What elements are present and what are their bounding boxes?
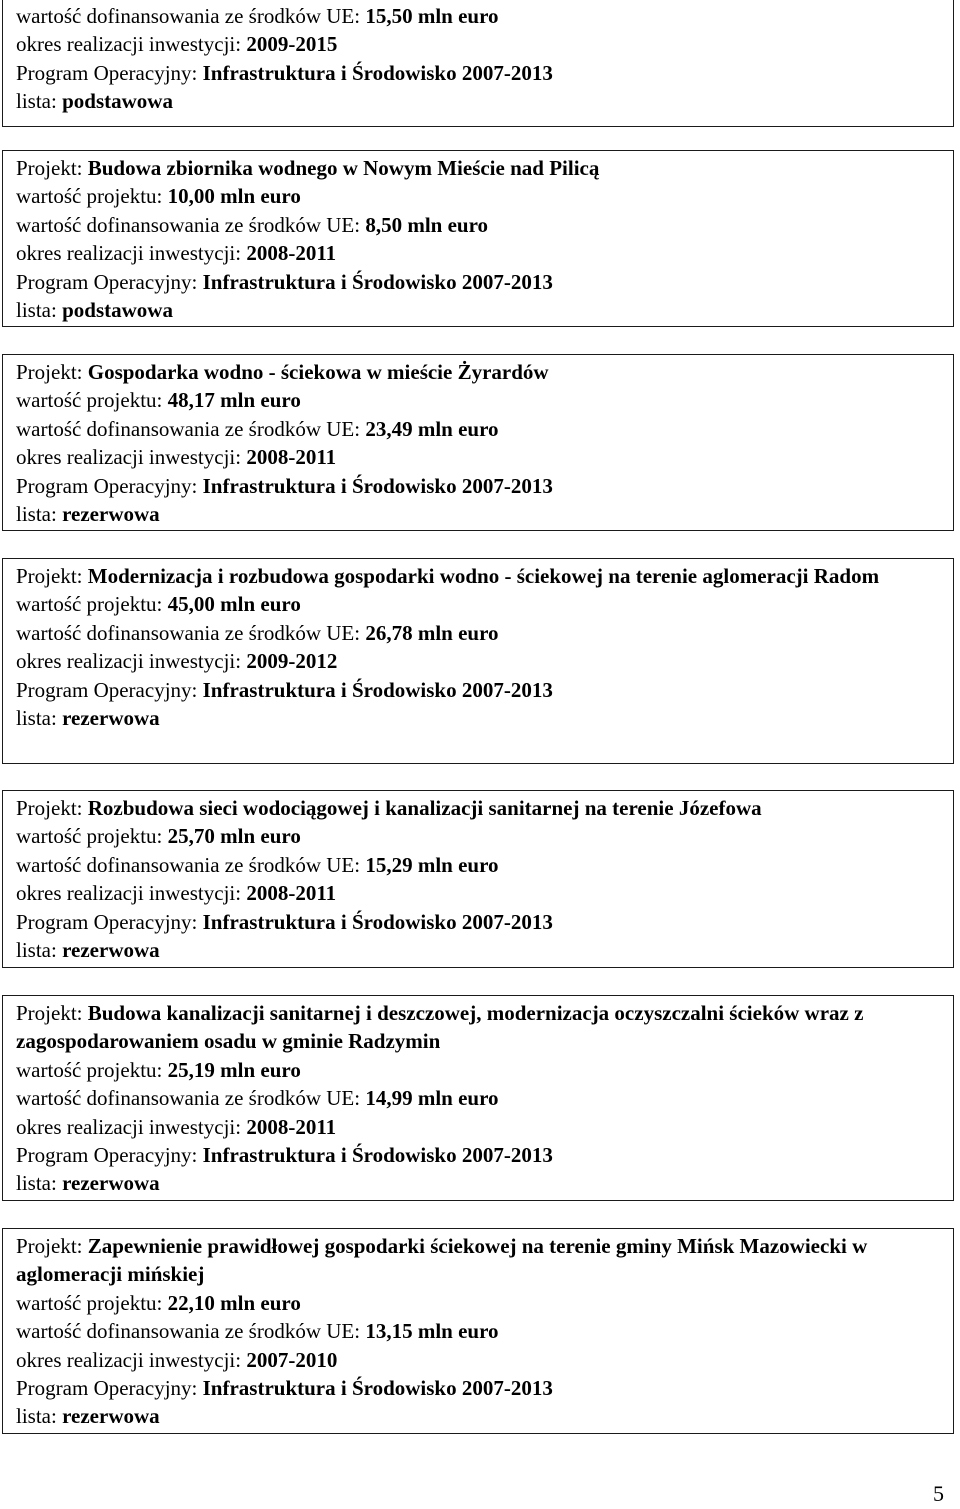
period-line: okres realizacji inwestycji: 2008-2011: [16, 445, 337, 470]
project-name-line: Projekt: Budowa kanalizacji sanitarnej i deszczowej, modernizacja oczyszczalni ścieków wraz z zagospodarowaniem osadu w gminie Radzymin: [16, 1001, 864, 1054]
program-line: Program Operacyjny: Infrastruktura i Środowisko 2007-2013: [16, 473, 553, 498]
period-line: okres realizacji inwestycji: 2008-2011: [16, 881, 337, 906]
funding-line: wartość dofinansowania ze środków UE: 13,15 mln euro: [16, 1319, 499, 1344]
list-line: lista: rezerwowa: [16, 706, 160, 731]
project-box: [2, 1228, 954, 1434]
list-line: lista: podstawowa: [16, 89, 173, 114]
funding-line: wartość dofinansowania ze środków UE: 26,78 mln euro: [16, 620, 499, 645]
project-box: [2, 790, 954, 968]
project-value-line: wartość projektu: 25,70 mln euro: [16, 824, 301, 849]
project-box-fragment: [2, 0, 954, 127]
program-line: Program Operacyjny: Infrastruktura i Środowisko 2007-2013: [16, 909, 553, 934]
project-box: [2, 150, 954, 327]
project-value-line: wartość projektu: 10,00 mln euro: [16, 184, 301, 209]
list-line: lista: rezerwowa: [16, 938, 160, 963]
project-value-line: wartość projektu: 25,19 mln euro: [16, 1057, 301, 1082]
funding-line: wartość dofinansowania ze środków UE: 8,50 mln euro: [16, 212, 489, 237]
period-line: okres realizacji inwestycji: 2007-2010: [16, 1347, 338, 1372]
project-box: [2, 354, 954, 531]
program-line: Program Operacyjny: Infrastruktura i Środowisko 2007-2013: [16, 1376, 553, 1401]
program-line: Program Operacyjny: Infrastruktura i Środowisko 2007-2013: [16, 1143, 553, 1168]
list-line: lista: rezerwowa: [16, 502, 160, 527]
funding-line: wartość dofinansowania ze środków UE: 15,50 mln euro: [16, 4, 499, 28]
program-line: Program Operacyjny: Infrastruktura i Środowisko 2007-2013: [16, 269, 553, 294]
project-name-line: Projekt: Zapewnienie prawidłowej gospodarki ściekowej na terenie gminy Mińsk Mazowiecki w aglomeracji mińskiej: [16, 1234, 868, 1287]
project-name-line: Projekt: Budowa zbiornika wodnego w Nowym Mieście nad Pilicą: [16, 156, 600, 180]
list-line: lista: rezerwowa: [16, 1171, 160, 1196]
funding-line: wartość dofinansowania ze środków UE: 23,49 mln euro: [16, 416, 499, 441]
project-name-line: Projekt: Rozbudowa sieci wodociągowej i kanalizacji sanitarnej na terenie Józefowa: [16, 796, 762, 820]
project-value-line: wartość projektu: 22,10 mln euro: [16, 1290, 301, 1315]
project-value-line: wartość projektu: 45,00 mln euro: [16, 592, 301, 617]
project-name-line: Projekt: Modernizacja i rozbudowa gospodarki wodno - ściekowej na terenie aglomeracji Radom: [16, 564, 880, 588]
page-number: 5: [933, 1481, 944, 1506]
period-line: okres realizacji inwestycji: 2009-2015: [16, 32, 338, 57]
list-line: lista: podstawowa: [16, 298, 173, 323]
project-box: [2, 995, 954, 1201]
funding-line: wartość dofinansowania ze środków UE: 14,99 mln euro: [16, 1086, 499, 1111]
period-line: okres realizacji inwestycji: 2009-2012: [16, 649, 338, 674]
project-name-line: Projekt: Gospodarka wodno - ściekowa w mieście Żyrardów: [16, 360, 549, 384]
funding-line: wartość dofinansowania ze środków UE: 15,29 mln euro: [16, 852, 499, 877]
project-box: [2, 558, 954, 764]
project-value-line: wartość projektu: 48,17 mln euro: [16, 388, 301, 413]
period-line: okres realizacji inwestycji: 2008-2011: [16, 241, 337, 266]
list-line: lista: rezerwowa: [16, 1404, 160, 1429]
program-line: Program Operacyjny: Infrastruktura i Środowisko 2007-2013: [16, 677, 553, 702]
program-line: Program Operacyjny: Infrastruktura i Środowisko 2007-2013: [16, 60, 553, 85]
period-line: okres realizacji inwestycji: 2008-2011: [16, 1114, 337, 1139]
